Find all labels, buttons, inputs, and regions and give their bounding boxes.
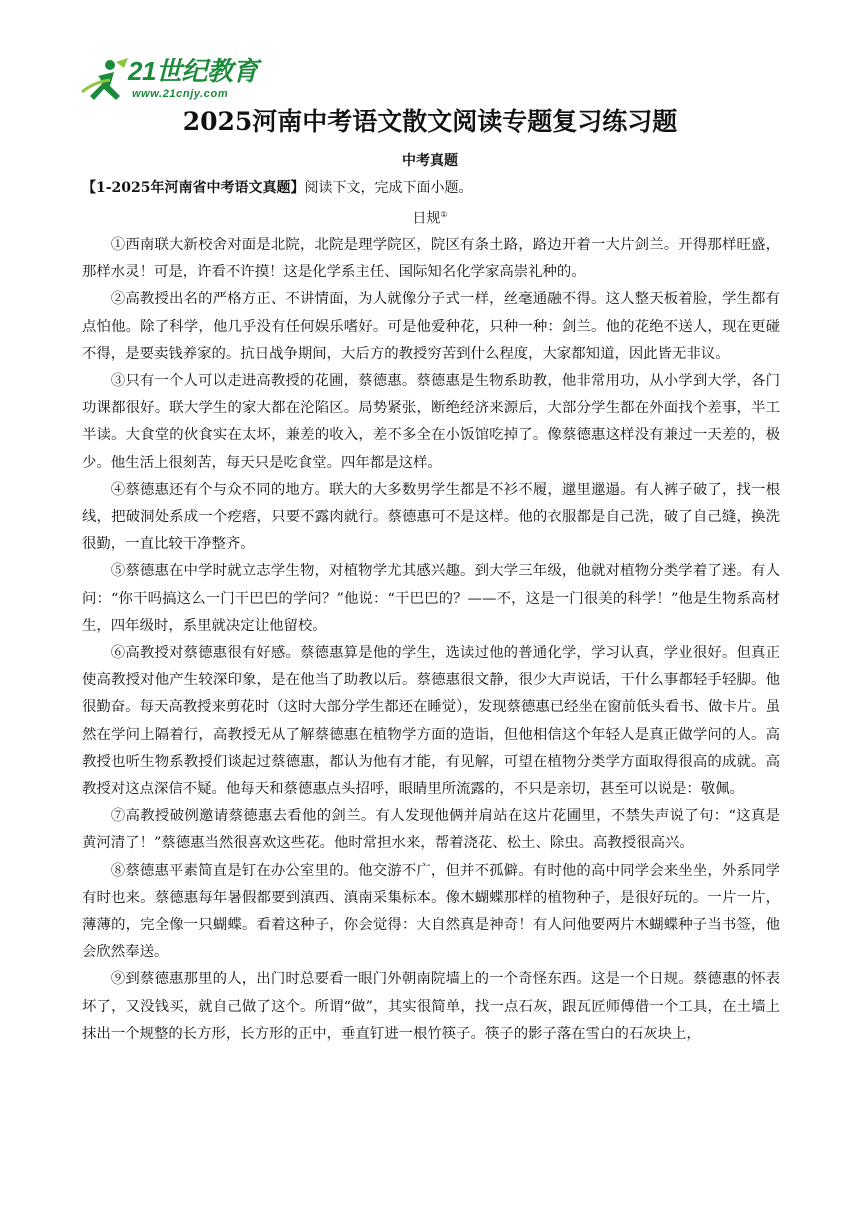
paragraph-1: ①西南联大新校舍对面是北院，北院是理学院区，院区有条土路，路边开着一大片剑兰。开得那样旺盛，那样水灵！可是，许看不许摸！这是化学系主任、国际知名化学家高崇礼种的。: [82, 237, 780, 281]
article-title: [0, 205, 860, 229]
article-title-text: 日规: [412, 210, 441, 227]
logo-wordmark: 21世纪教育: [128, 56, 258, 86]
article-body: [82, 232, 780, 1048]
paragraph-4: ④蔡德惠还有个与众不同的地方。联大的大多数男学生都是不衫不履，邋里邋遢。有人裤子破了，找一根线，把破洞处系成一个疙瘩，只要不露肉就行。蔡德惠可不是这样。他的衣服都是自己洗，破了自己缝，换洗很勤，一直比较干净整齐。: [82, 481, 780, 553]
paragraph-2: ②高教授出名的严格方正、不讲情面，为人就像分子式一样，丝毫通融不得。这人整天板着脸，学生都有点怕他。除了科学，他几乎没有任何娱乐嗜好。可是他爱种花，只种一种：剑兰。他的花绝不送人，现在更碰不得，是要卖钱养家的。抗日战争期间，大后方的教授穷苦到什么程度，大家都知道，因此皆无非议。: [82, 291, 780, 362]
paragraph-6: ⑥高教授对蔡德惠很有好感。蔡德惠算是他的学生，选读过他的普通化学，学习认真，学业很好。但真正使高教授对他产生较深印象，是在他当了助教以后。蔡德惠很文静，很少大声说话，干什么事都轻手轻脚。他很勤奋。每天高教授来剪花时（这时大部分学生都还在睡觉），发现蔡德惠已经坐在窗前低头看书、做卡片。虽然在学问上隔着行，高教授无从了解蔡德惠在植物学方面的造诣，但他相信这个年轻人是真正做学问的人。高教授也听生物系教授们谈起过蔡德惠，都认为他有才能，有见解，可望在植物分类学方面取得很高的成就。高教授对这点深信不疑。他每天和蔡德惠点头招呼，眼睛里所流露的，不只是亲切，甚至可以说是：敬佩。: [82, 645, 780, 798]
paragraph-7: ⑦高教授破例邀请蔡德惠去看他的剑兰。有人发现他俩并肩站在这片花圃里，不禁失声说了句：“这真是黄河清了！”蔡德惠当然很喜欢这些花。他时常担水来，帮着浇花、松土、除虫。高教授很高兴。: [82, 808, 780, 852]
section-title: 中考真题: [402, 153, 458, 169]
logo: [80, 56, 265, 106]
question-header: [82, 178, 473, 198]
question-tag: 【1-2025年河南省中考语文真题】: [82, 180, 305, 196]
page-title: 2025河南中考语文散文阅读专题复习练习题: [182, 107, 678, 136]
running-man-logo-icon: [80, 56, 130, 106]
paragraph-5: ⑤蔡德惠在中学时就立志学生物，对植物学尤其感兴趣。到大学三年级，他就对植物分类学着了迷。有人问：“你干吗搞这么一门干巴巴的学问？”他说：“干巴巴的？——不，这是一门很美的科学！”他是生物系高材生，四年级时，系里就决定让他留校。: [82, 563, 780, 634]
logo-url: www.21cnjy.com: [132, 88, 229, 100]
paragraph-9: ⑨到蔡德惠那里的人，出门时总要看一眼门外朝南院墙上的一个奇怪东西。这是一个日规。蔡德惠的怀表坏了，又没钱买，就自己做了这个。所谓“做”，其实很简单，找一点石灰，跟瓦匠师傅借一个工具，在土墙上抹出一个规整的长方形，长方形的正中，垂直钉进一根竹筷子。筷子的影子落在雪白的石灰块上，: [82, 971, 780, 1042]
paragraph-3: ③只有一个人可以走进高教授的花圃，蔡德惠。蔡德惠是生物系助教，他非常用功，从小学到大学，各门功课都很好。联大学生的家大都在沦陷区。局势紧张，断绝经济来源后，大部分学生都在外面找个差事，半工半读。大食堂的伙食实在太坏，兼差的收入，差不多全在小饭馆吃掉了。像蔡德惠这样没有兼过一天差的，极少。他生活上很刻苦，每天只是吃食堂。四年都是这样。: [82, 373, 780, 471]
question-instruction: 阅读下文，完成下面小题。: [304, 180, 473, 196]
footnote-marker: ①: [440, 210, 448, 219]
paragraph-8: ⑧蔡德惠平素简直是钉在办公室里的。他交游不广，但并不孤僻。有时他的高中同学会来坐坐，外系同学有时也来。蔡德惠每年暑假都要到滇西、滇南采集标本。像木蝴蝶那样的植物种子，是很好玩的。一片一片，薄薄的，完全像一只蝴蝶。看着这种子，你会觉得：大自然真是神奇！有人问他要两片木蝴蝶种子当书签，他会欣然奉送。: [82, 862, 780, 961]
